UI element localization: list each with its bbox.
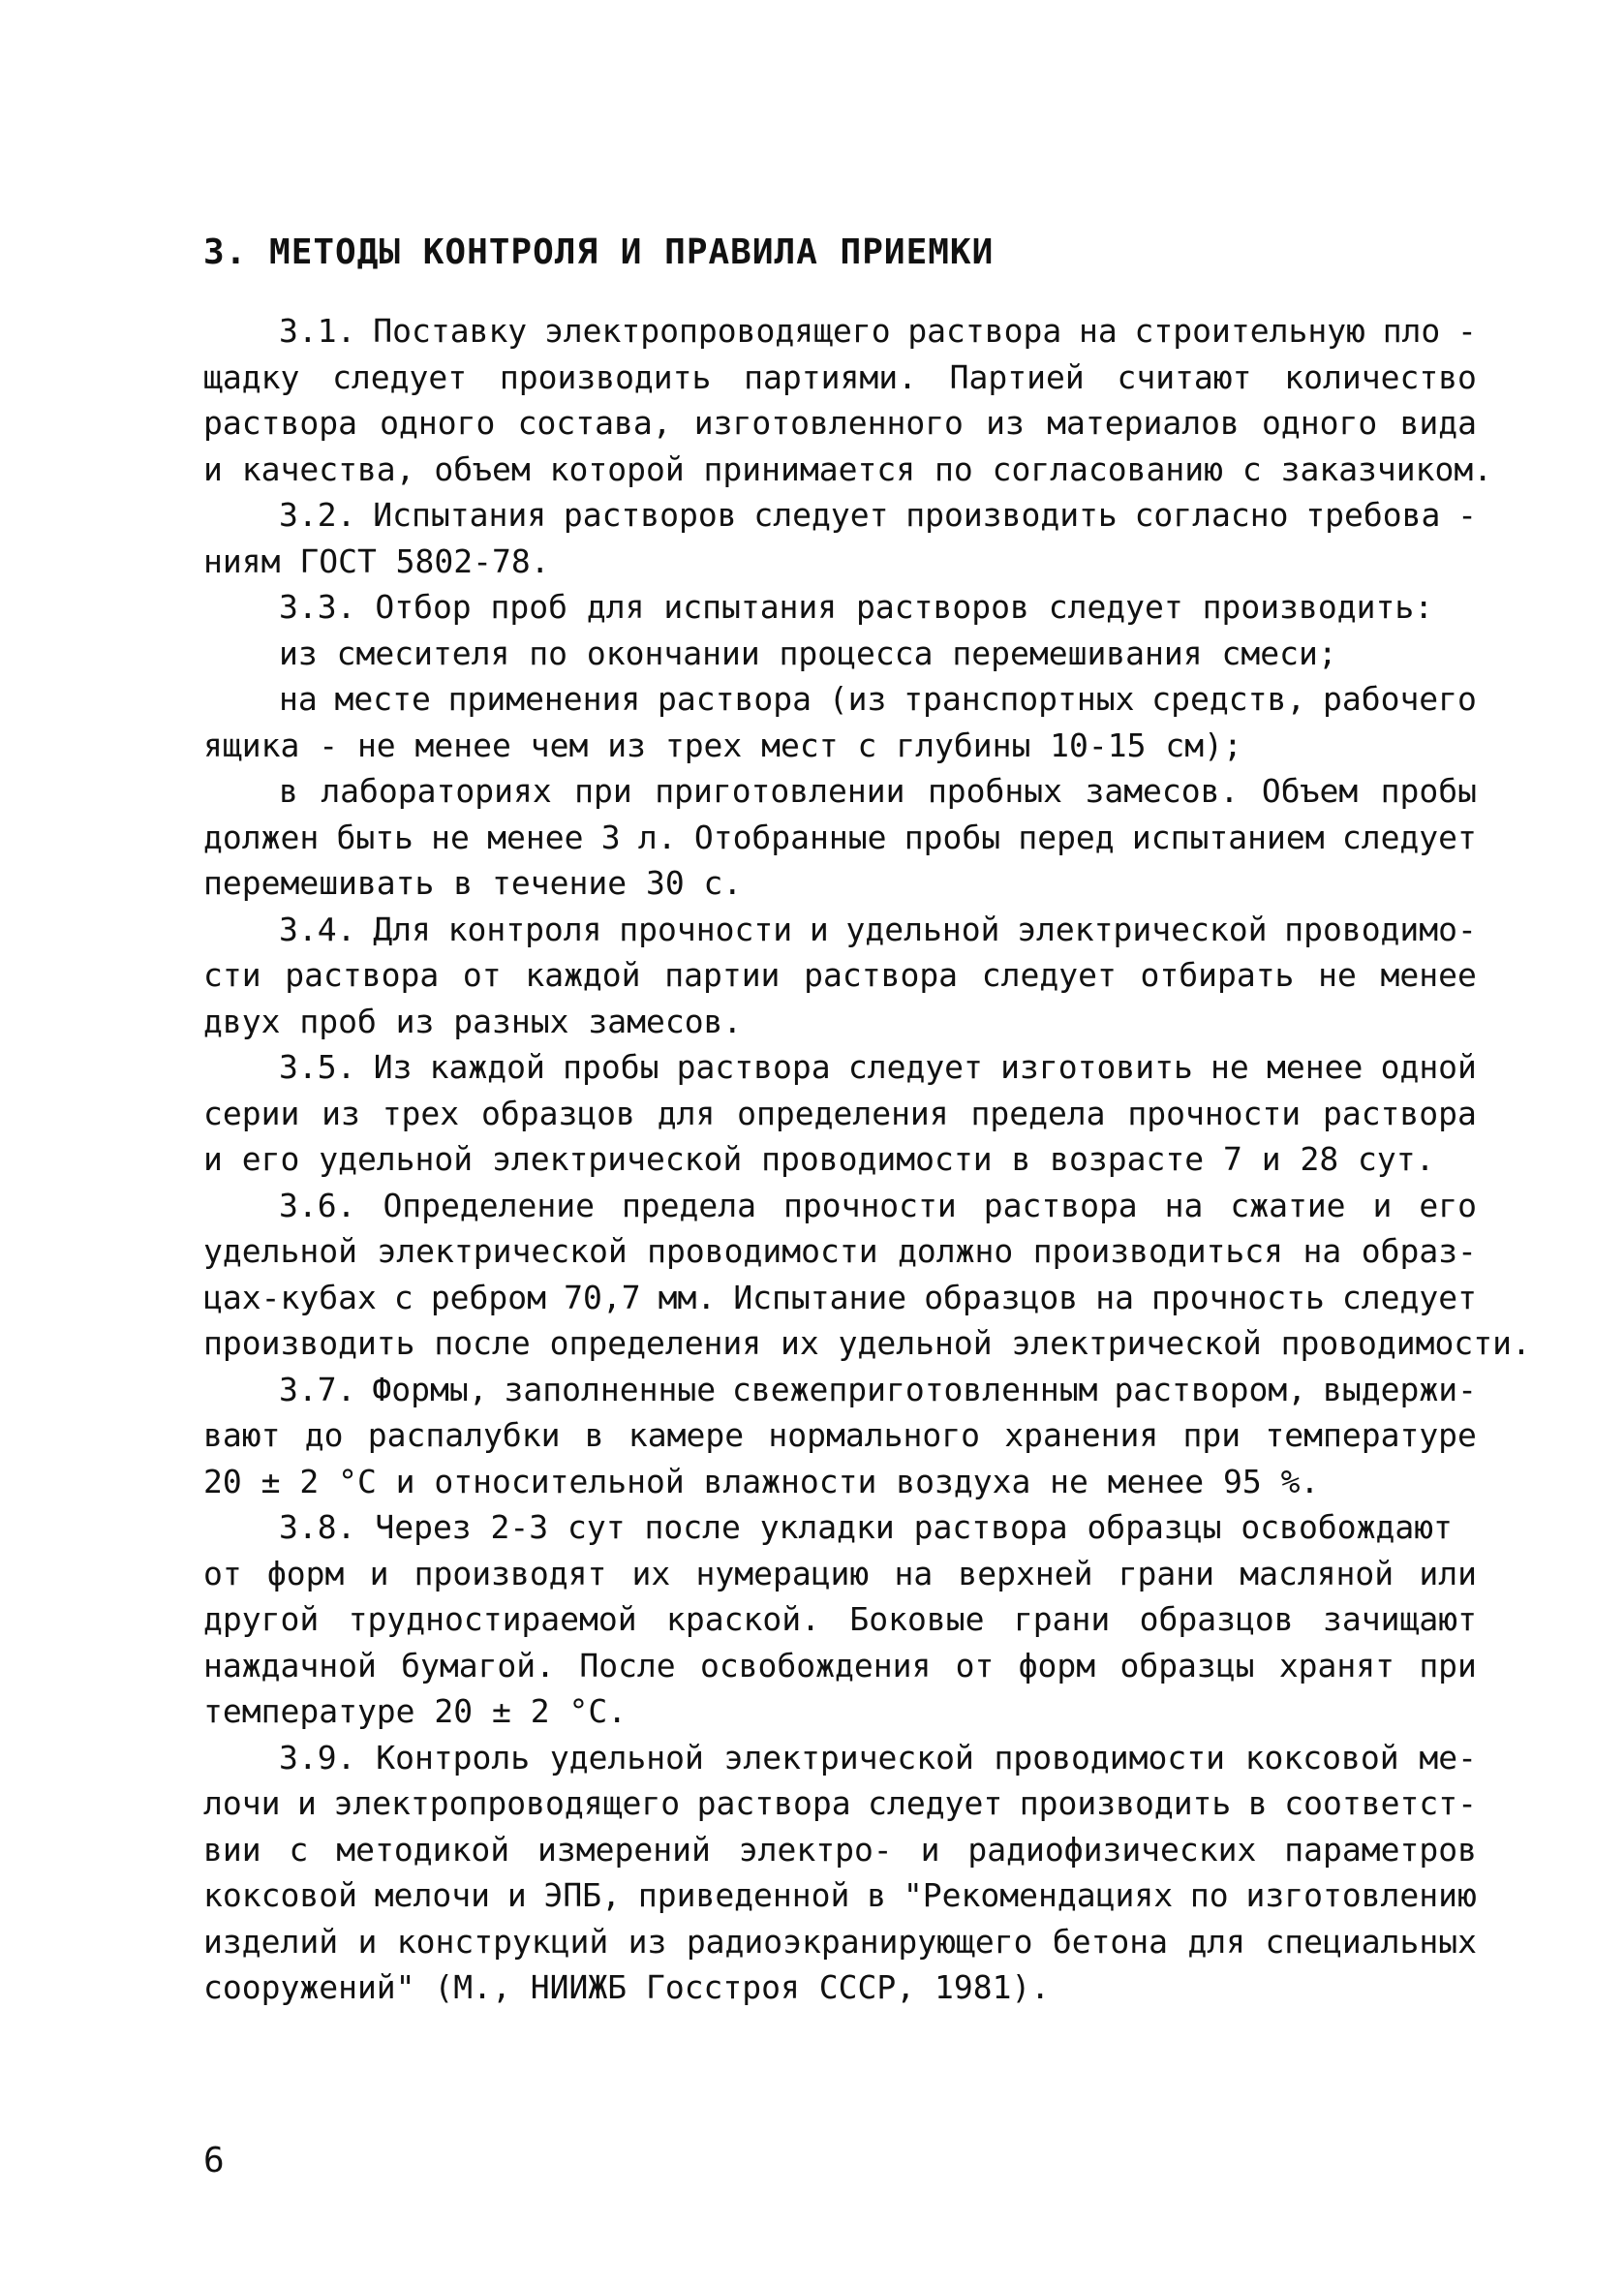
word: образцов — [924, 1278, 1079, 1316]
text-line — [203, 1827, 1477, 1873]
word: коксовой — [1244, 1738, 1399, 1777]
word: при — [574, 772, 632, 810]
word: приготовлении — [655, 772, 905, 810]
word: хранят — [1278, 1646, 1395, 1684]
word: быть — [336, 818, 414, 856]
word: пробы — [904, 818, 1001, 856]
text-line: производить после определения их удельной электрической проводимости. — [203, 1324, 1531, 1362]
text-line — [203, 1091, 1477, 1137]
word: проводимости — [647, 1232, 878, 1270]
word: электропроводящего — [543, 312, 891, 350]
word: образцов — [1139, 1600, 1294, 1638]
text-line: сооружений" (М., НИИЖБ Госстроя СССР, 1981). — [203, 1968, 1051, 2006]
word: изделий — [203, 1922, 339, 1961]
word: радиофизических — [967, 1830, 1257, 1869]
word: (из — [828, 680, 887, 718]
text-line — [203, 1044, 1477, 1091]
section-heading: 3. МЕТОДЫ КОНТРОЛЯ И ПРАВИЛА ПРИЕМКИ — [203, 232, 995, 272]
word: следует — [1341, 818, 1477, 856]
word: мелочи — [374, 1876, 490, 1914]
word: на — [279, 680, 318, 718]
word: 3.4. — [279, 910, 356, 948]
word: ме- — [1419, 1738, 1477, 1777]
word: вида — [1399, 404, 1477, 442]
word: одной — [1380, 1048, 1477, 1086]
word: Для — [373, 910, 431, 948]
word: электропроводящего — [333, 1784, 681, 1822]
word: свежеприготовленным — [732, 1370, 1098, 1408]
word: прочность — [1151, 1278, 1325, 1316]
text-line — [203, 1275, 1477, 1321]
word: изготовленного — [693, 404, 964, 442]
text-line: и качества, объем которой принимается по согласованию с заказчиком. — [203, 449, 1493, 488]
word: их — [631, 1554, 671, 1592]
word: методикой — [336, 1830, 510, 1869]
word: соответст- — [1284, 1784, 1477, 1822]
text-line: 3.8. Через 2-3 сут после укладки раствора образцы освобождают — [279, 1508, 1453, 1546]
word: и — [297, 1784, 317, 1822]
word: не — [1210, 1048, 1249, 1086]
body-text — [203, 308, 1531, 2011]
word: менее — [1380, 956, 1477, 994]
word: предела — [621, 1186, 757, 1224]
word: прочности — [1127, 1094, 1302, 1132]
word: рабочего — [1322, 680, 1477, 718]
word: состава, — [517, 404, 672, 442]
text-line: 20 ± 2 °С и относительной влажности воздуха не менее 95 %. — [203, 1462, 1320, 1500]
text-line: перемешивать в течение 30 с. — [203, 864, 743, 902]
word: трудностираемой — [348, 1600, 637, 1638]
word: Испытание — [733, 1278, 907, 1316]
word: раствором, — [1114, 1370, 1307, 1408]
word: раствора — [658, 680, 812, 718]
word: для — [1187, 1922, 1246, 1961]
word: каждой — [429, 1048, 545, 1086]
word: ребром — [430, 1278, 547, 1316]
word: 3.1. — [279, 312, 356, 350]
word: следует — [868, 1784, 1003, 1822]
word: прочности — [619, 910, 793, 948]
word: для — [657, 1094, 716, 1132]
text-line — [203, 1780, 1477, 1827]
word: другой — [203, 1600, 320, 1638]
word: на — [1079, 312, 1118, 350]
word: удельной — [845, 910, 1000, 948]
word: Объем — [1261, 772, 1359, 810]
word: раствора — [1322, 1094, 1477, 1132]
word: пробных — [927, 772, 1063, 810]
word: выдержи- — [1323, 1370, 1477, 1408]
word: л. — [637, 818, 677, 856]
text-line — [203, 907, 1477, 953]
text-line — [203, 676, 1477, 723]
word: производить — [905, 496, 1118, 534]
word: производиться — [1032, 1232, 1284, 1270]
word: форм — [266, 1554, 345, 1592]
word: следует — [332, 357, 468, 396]
text-line: ящика - не менее чем из трех мест с глубины 10-15 см); — [203, 726, 1242, 764]
text-line — [203, 308, 1477, 355]
text-line — [203, 768, 1477, 815]
text-line — [203, 400, 1477, 447]
word: бумагой. — [401, 1646, 556, 1684]
word: контроля — [447, 910, 602, 948]
word: пробы — [563, 1048, 659, 1086]
word: требова — [1305, 496, 1441, 534]
word: менее — [487, 818, 584, 856]
text-line — [203, 1367, 1477, 1413]
word: на — [1302, 1232, 1342, 1270]
word: - — [1457, 312, 1477, 350]
word: не — [431, 818, 470, 856]
text-line — [203, 815, 1477, 861]
word: 3 — [600, 818, 621, 856]
word: до — [304, 1416, 344, 1454]
word: коксовой — [203, 1876, 357, 1914]
word: краской. — [666, 1600, 820, 1638]
word: нормального — [768, 1416, 980, 1454]
word: радиоэкранирующего — [686, 1922, 1033, 1961]
word: одного — [1262, 404, 1378, 442]
word: менее — [1267, 1048, 1364, 1086]
word: заполненные — [504, 1370, 717, 1408]
word: предела — [970, 1094, 1106, 1132]
word: растворов — [563, 496, 737, 534]
word: не — [1318, 956, 1357, 994]
word: следует — [1341, 1278, 1477, 1316]
text-line — [203, 1735, 1477, 1781]
word: и — [809, 910, 829, 948]
word: его — [1419, 1186, 1477, 1224]
word: каждой — [525, 956, 641, 994]
word: сти — [203, 956, 261, 994]
word: Из — [373, 1048, 413, 1086]
text-line — [203, 1183, 1477, 1229]
word: материалов — [1047, 404, 1240, 442]
text-line — [203, 492, 1477, 539]
text-line — [203, 1643, 1477, 1689]
word: применения — [447, 680, 641, 718]
word: 3.7. — [279, 1370, 356, 1408]
word: трех — [382, 1094, 460, 1132]
word: в — [279, 772, 298, 810]
word: из — [322, 1094, 360, 1132]
word: - — [1457, 496, 1477, 534]
word: Формы, — [372, 1370, 488, 1408]
word: хранения — [1004, 1416, 1159, 1454]
word: раствора — [203, 404, 357, 442]
word: щадку — [203, 357, 300, 396]
word: изготовлению — [1245, 1876, 1477, 1914]
word: наждачной — [203, 1646, 377, 1684]
word: температуре — [1265, 1416, 1477, 1454]
word: с — [289, 1830, 309, 1869]
word: 3.6. — [279, 1186, 356, 1224]
word: электрической — [723, 1738, 974, 1777]
word: должно — [898, 1232, 1014, 1270]
word: транспортных — [904, 680, 1135, 718]
word: раствора — [804, 956, 959, 994]
word: проводимо- — [1284, 910, 1477, 948]
word: средств, — [1151, 680, 1306, 718]
word: количество — [1284, 357, 1477, 396]
word: мм. — [658, 1278, 717, 1316]
word: удельной — [203, 1232, 357, 1270]
text-line: ниям ГОСТ 5802-78. — [203, 541, 550, 580]
word: измерений — [537, 1830, 711, 1869]
word: верхней — [958, 1554, 1093, 1592]
word: бетона — [1052, 1922, 1169, 1961]
word: сжатие — [1230, 1186, 1346, 1224]
word: производят — [414, 1554, 607, 1592]
text-line: и его удельной электрической проводимости в возрасте 7 и 28 сут. — [203, 1140, 1435, 1178]
word: образцы — [1119, 1646, 1255, 1684]
word: 3.9. — [279, 1738, 356, 1777]
word: на — [1164, 1186, 1204, 1224]
word: конструкций — [396, 1922, 609, 1961]
word: освобождения — [699, 1646, 932, 1684]
word: масляной — [1240, 1554, 1394, 1592]
word: и — [1372, 1186, 1393, 1224]
text-line — [203, 1919, 1477, 1965]
word: образ- — [1361, 1232, 1477, 1270]
word: серии — [203, 1094, 300, 1132]
word: в — [584, 1416, 604, 1454]
word: раствора — [676, 1048, 831, 1086]
word: месте — [334, 680, 431, 718]
word: одного — [380, 404, 496, 442]
text-line — [203, 1596, 1477, 1643]
word: из — [986, 404, 1025, 442]
text-line: двух проб из разных замесов. — [203, 1002, 743, 1040]
word: лабораториях — [321, 772, 552, 810]
word: пробы — [1380, 772, 1477, 810]
word: специальных — [1265, 1922, 1477, 1961]
word: Отобранные — [693, 818, 887, 856]
text-line: температуре 20 ± 2 °С. — [203, 1692, 628, 1730]
word: замесов. — [1085, 772, 1240, 810]
word: в — [867, 1876, 887, 1914]
word: раствора — [983, 1186, 1138, 1224]
word: партиями. — [744, 357, 917, 396]
text-line — [203, 1551, 1477, 1597]
word: от — [955, 1646, 995, 1684]
word: зачищают — [1323, 1600, 1477, 1638]
word: 70,7 — [564, 1278, 641, 1316]
word: Контроль — [376, 1738, 531, 1777]
word: отбирать — [1140, 956, 1295, 994]
word: удельной — [549, 1738, 704, 1777]
word: изготовить — [1000, 1048, 1193, 1086]
word: электрической — [1017, 910, 1268, 948]
text-line — [203, 1412, 1477, 1459]
word: лочи — [203, 1784, 281, 1822]
word: камере — [628, 1416, 745, 1454]
word: цах-кубах — [203, 1278, 377, 1316]
word: грани — [1013, 1600, 1111, 1638]
word: считают — [1117, 357, 1252, 396]
word: распалубки — [367, 1416, 561, 1454]
word: нумерацию — [695, 1554, 870, 1592]
word: электро- — [738, 1830, 893, 1869]
word: перед — [1018, 818, 1115, 856]
text-line — [203, 1228, 1477, 1275]
word: от — [462, 956, 502, 994]
word: Испытания — [373, 496, 547, 534]
word: производить — [499, 357, 712, 396]
text-line — [203, 355, 1477, 401]
word: партии — [664, 956, 781, 994]
word: следует — [753, 496, 889, 534]
word: Партией — [949, 357, 1085, 396]
word: раствора — [696, 1784, 851, 1822]
word: на — [1095, 1278, 1134, 1316]
word: производить — [1019, 1784, 1232, 1822]
word: раствора — [907, 312, 1062, 350]
word: и — [506, 1876, 527, 1914]
word: форм — [1018, 1646, 1096, 1684]
word: испытанием — [1131, 818, 1325, 856]
word: Боковые — [849, 1600, 985, 1638]
word: и — [357, 1922, 378, 1961]
text-line — [203, 952, 1477, 999]
word: раствора — [285, 956, 440, 994]
word: следует — [847, 1048, 983, 1086]
word: 3.5. — [279, 1048, 356, 1086]
page-number: 6 — [203, 2141, 225, 2180]
word: на — [894, 1554, 934, 1592]
text-line — [203, 1872, 1477, 1919]
word: должен — [203, 818, 320, 856]
word: при — [1182, 1416, 1241, 1454]
word: по — [1189, 1876, 1229, 1914]
word: параметров — [1284, 1830, 1477, 1869]
word: строительную — [1134, 312, 1365, 350]
word: из — [628, 1922, 667, 1961]
word: и — [920, 1830, 940, 1869]
word: при — [1419, 1646, 1477, 1684]
word: следует — [981, 956, 1117, 994]
word: прочности — [782, 1186, 957, 1224]
word: в — [1247, 1784, 1268, 1822]
word: определения — [737, 1094, 949, 1132]
word: или — [1419, 1554, 1477, 1592]
word: грани — [1118, 1554, 1215, 1592]
word: Определение — [383, 1186, 595, 1224]
word: проводимости — [994, 1738, 1225, 1777]
word: ЭПБ, — [543, 1876, 622, 1914]
text-line: из смесителя по окончании процесса перемешивания смеси; — [279, 634, 1337, 672]
word: образцов — [480, 1094, 635, 1132]
word: согласно — [1134, 496, 1289, 534]
word: После — [579, 1646, 676, 1684]
text-line: 3.3. Отбор проб для испытания растворов следует производить: — [279, 588, 1434, 626]
word: вают — [203, 1416, 281, 1454]
word: с — [393, 1278, 414, 1316]
word: электрической — [377, 1232, 628, 1270]
word: Поставку — [373, 312, 528, 350]
word: пло — [1382, 312, 1441, 350]
word: приведенной — [637, 1876, 850, 1914]
word: 3.2. — [279, 496, 356, 534]
word: вии — [203, 1830, 261, 1869]
word: "Рекомендациях — [903, 1876, 1174, 1914]
word: от — [203, 1554, 242, 1592]
word: и — [369, 1554, 389, 1592]
